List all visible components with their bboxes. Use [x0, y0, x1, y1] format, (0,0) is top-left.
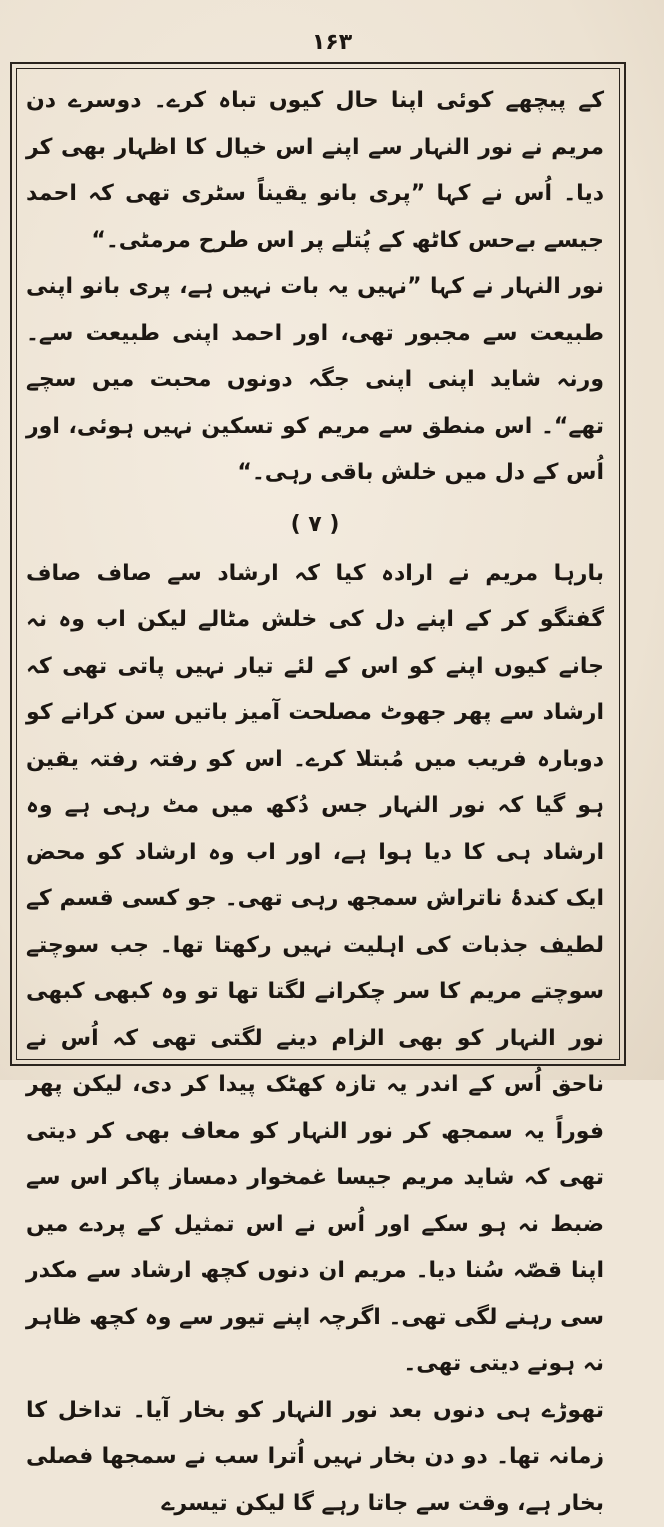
paragraph: نور النہار نے کہا ”نہیں یہ بات نہیں ہے، پری بانو اپنی طبیعت سے مجبور تھی، اور احمد اپنی طبیعت سے۔ ورنہ شاید اپنی اپنی جگہ دونوں محبت میں سچے تھے“۔ اس منطق سے مریم کو تسکین نہیں ہوئی، اور اُس کے دل میں خلش باقی رہی۔“: [26, 264, 604, 497]
page-text: [26, 78, 604, 1527]
section-number: ( ۷ ): [26, 505, 604, 545]
paragraph: بارہا مریم نے ارادہ کیا کہ ارشاد سے صاف صاف گفتگو کر کے اپنے دل کی خلش مٹالے لیکن اب وہ نہ جانے کیوں اپنے کو اس کے لئے تیار نہیں پاتی تھی کہ ارشاد سے پھر جھوٹ مصلحت آمیز باتیں سن کرانے کو دوبارہ فریب میں مُبتلا کرے۔ اس کو رفتہ رفتہ یقین ہو گیا کہ نور النہار جس دُکھ میں مٹ رہی ہے وہ ارشاد ہی کا دیا ہوا ہے، اور اب وہ ارشاد کو محض ایک کندۂ ناتراش سمجھ رہی تھی۔ جو کسی قسم کے لطیف جذبات کی اہلیت نہیں رکھتا تھا۔ جب سوچتے سوچتے مریم کا سر چکرانے لگتا تھا تو وہ کبھی کبھی نور النہار کو بھی الزام دینے لگتی تھی کہ اُس نے ناحق اُس کے اندر یہ تازہ کھٹک پیدا کر دی، لیکن پھر فوراً یہ سمجھ کر نور النہار کو معاف بھی کر دیتی تھی کہ شاید مریم جیسا غمخوار دمساز پاکر اس سے ضبط نہ ہو سکے اور اُس نے اس تمثیل کے پردے میں اپنا قصّہ سُنا دیا۔ مریم ان دنوں کچھ ارشاد سے مکدر سی رہنے لگی تھی۔ اگرچہ اپنے تیور سے وہ کچھ ظاہر نہ ہونے دیتی تھی۔: [26, 551, 604, 1388]
paragraph: کے پیچھے کوئی اپنا حال کیوں تباہ کرے۔ دوسرے دن مریم نے نور النہار سے اپنے اس خیال کا اظہار بھی کر دیا۔ اُس نے کہا ”پری بانو یقیناً سٹری تھی کہ احمد جیسے بےحس کاٹھ کے پُتلے پر اس طرح مرمٹی۔“: [26, 78, 604, 264]
paragraph: تھوڑے ہی دنوں بعد نور النہار کو بخار آیا۔ تداخل کا زمانہ تھا۔ دو دن بخار نہیں اُترا سب نے سمجھا فصلی بخار ہے، وقت سے جاتا رہے گا لیکن تیسرے: [26, 1388, 604, 1527]
page-number: ۱۶۳: [0, 30, 664, 55]
